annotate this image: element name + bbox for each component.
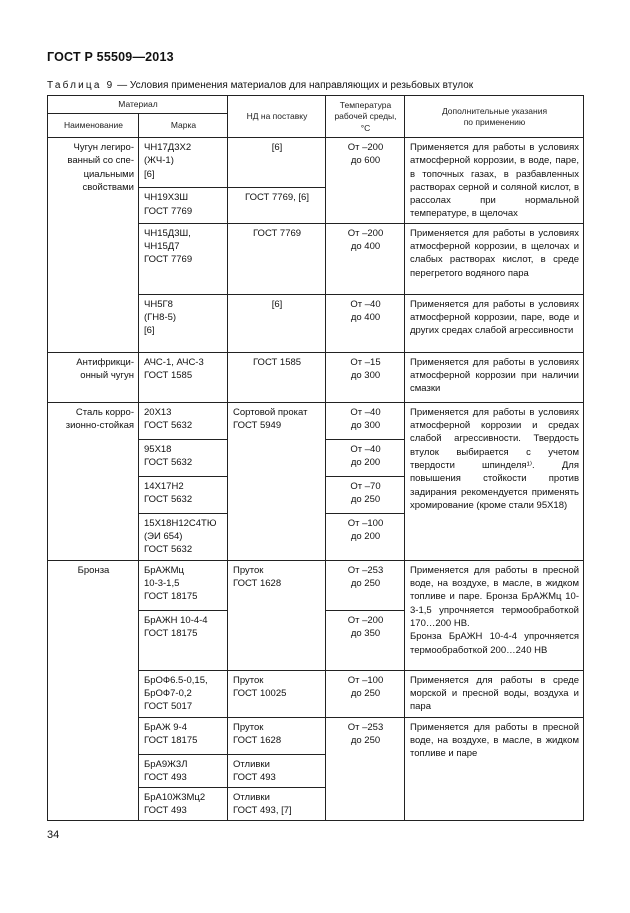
- temperature-range: От –253 до 250: [326, 560, 405, 610]
- material-grade: АЧС-1, АЧС-3 ГОСТ 1585: [139, 352, 228, 402]
- material-name: Сталь корро- зионно-стойкая: [48, 402, 139, 560]
- material-grade: БрАЖН 10-4-4 ГОСТ 18175: [139, 610, 228, 670]
- material-grade: 20Х13 ГОСТ 5632: [139, 402, 228, 439]
- nd-standard: Пруток ГОСТ 10025: [228, 670, 326, 717]
- material-grade: 14Х17Н2 ГОСТ 5632: [139, 476, 228, 513]
- header-temperature: Температура рабочей среды, °C: [326, 96, 405, 138]
- material-name: Бронза: [48, 560, 139, 820]
- header-grade: Марка: [139, 114, 228, 138]
- nd-standard: ГОСТ 1585: [228, 352, 326, 402]
- temperature-range: От –40 до 400: [326, 294, 405, 352]
- temperature-range: От –100 до 200: [326, 513, 405, 560]
- material-grade: БрА9Ж3Л ГОСТ 493: [139, 754, 228, 787]
- temperature-range: От –253 до 250: [326, 717, 405, 820]
- header-nd: НД на поставку: [228, 96, 326, 138]
- material-grade: ЧН15Д3Ш, ЧН15Д7 ГОСТ 7769: [139, 223, 228, 294]
- temperature-range: От –40 до 200: [326, 439, 405, 476]
- temperature-range: От –200 до 350: [326, 610, 405, 670]
- table-caption-label: Таблица 9: [47, 80, 115, 91]
- material-grade: БрАЖМц 10-3-1,5 ГОСТ 18175: [139, 560, 228, 610]
- usage-notes: Применяется для работы в условиях атмосферной коррозии при наличии смазки: [405, 352, 584, 402]
- page-number: 34: [47, 829, 60, 841]
- material-grade: 95Х18 ГОСТ 5632: [139, 439, 228, 476]
- nd-standard: Отливки ГОСТ 493, [7]: [228, 787, 326, 820]
- nd-standard: Пруток ГОСТ 1628: [228, 560, 326, 670]
- usage-notes: Применяется для работы в условиях атмосферной коррозии и средах слабой агрессивности. Твердость втулок выбирается с учетом твердости шпинделя¹⁾. Для повышения стойкости против задирания рекомендуется применять хромирование (кроме стали 95Х18): [405, 402, 584, 560]
- header-material: Материал: [48, 96, 228, 114]
- usage-notes: Применяется для работы в пресной воде, на воздухе, в масле, в жидком топливе и паре: [405, 717, 584, 820]
- material-grade: БрАЖ 9-4 ГОСТ 18175: [139, 717, 228, 754]
- temperature-range: От –70 до 250: [326, 476, 405, 513]
- material-grade: ЧН19Х3Ш ГОСТ 7769: [139, 188, 228, 223]
- nd-standard: ГОСТ 7769, [6]: [228, 188, 326, 223]
- table-caption: [47, 80, 473, 91]
- material-name: Чугун легиро- ванный со спе- циальными свойствами: [48, 138, 139, 353]
- nd-standard: [6]: [228, 294, 326, 352]
- temperature-range: От –100 до 250: [326, 670, 405, 717]
- header-name: Наименование: [48, 114, 139, 138]
- materials-table: [47, 95, 584, 821]
- temperature-range: От –40 до 300: [326, 402, 405, 439]
- material-grade: ЧН17Д3Х2 (ЖЧ-1) [6]: [139, 138, 228, 188]
- nd-standard: ГОСТ 7769: [228, 223, 326, 294]
- material-grade: ЧН5Г8 (ГН8-5) [6]: [139, 294, 228, 352]
- usage-notes: Применяется для работы в условиях атмосферной коррозии, в щелочах и слабых растворах кислот, в среде перегретого водяного пара: [405, 223, 584, 294]
- nd-standard: Отливки ГОСТ 493: [228, 754, 326, 787]
- material-grade: БрА10Ж3Мц2 ГОСТ 493: [139, 787, 228, 820]
- nd-standard: Сортовой прокат ГОСТ 5949: [228, 402, 326, 560]
- table-caption-text: — Условия применения материалов для направляющих и резьбовых втулок: [114, 80, 474, 91]
- usage-notes: Применяется для работы в среде морской и пресной воды, воздуха и пара: [405, 670, 584, 717]
- header-notes: Дополнительные указания по применению: [405, 96, 584, 138]
- usage-notes: Применяется для работы в условиях атмосферной коррозии, паре, воде и других средах слабой агрессивности: [405, 294, 584, 352]
- nd-standard: Пруток ГОСТ 1628: [228, 717, 326, 754]
- material-grade: 15Х18Н12С4ТЮ (ЭИ 654) ГОСТ 5632: [139, 513, 228, 560]
- material-name: Антифрикци- онный чугун: [48, 352, 139, 402]
- temperature-range: От –200 до 400: [326, 223, 405, 294]
- nd-standard: [6]: [228, 138, 326, 188]
- usage-notes: Применяется для работы в условиях атмосферной коррозии, в воде, паре, в топочных газах, в разбавленных растворах серной и соляной кислот, в рассолах при нормальной температуре, в щелочах: [405, 138, 584, 224]
- temperature-range: От –200 до 600: [326, 138, 405, 224]
- usage-notes: Применяется для работы в пресной воде, на воздухе, в масле, в жидком топливе и паре. Бронза БрАЖМц 10-3-1,5 упрочняется термообработкой 170…200 НВ. Бронза БрАЖН 10-4-4 упрочняется термообработкой 200…240 НВ: [405, 560, 584, 670]
- temperature-range: От –15 до 300: [326, 352, 405, 402]
- document-header: ГОСТ Р 55509—2013: [47, 50, 174, 64]
- material-grade: БрОФ6.5-0,15, БрОФ7-0,2 ГОСТ 5017: [139, 670, 228, 717]
